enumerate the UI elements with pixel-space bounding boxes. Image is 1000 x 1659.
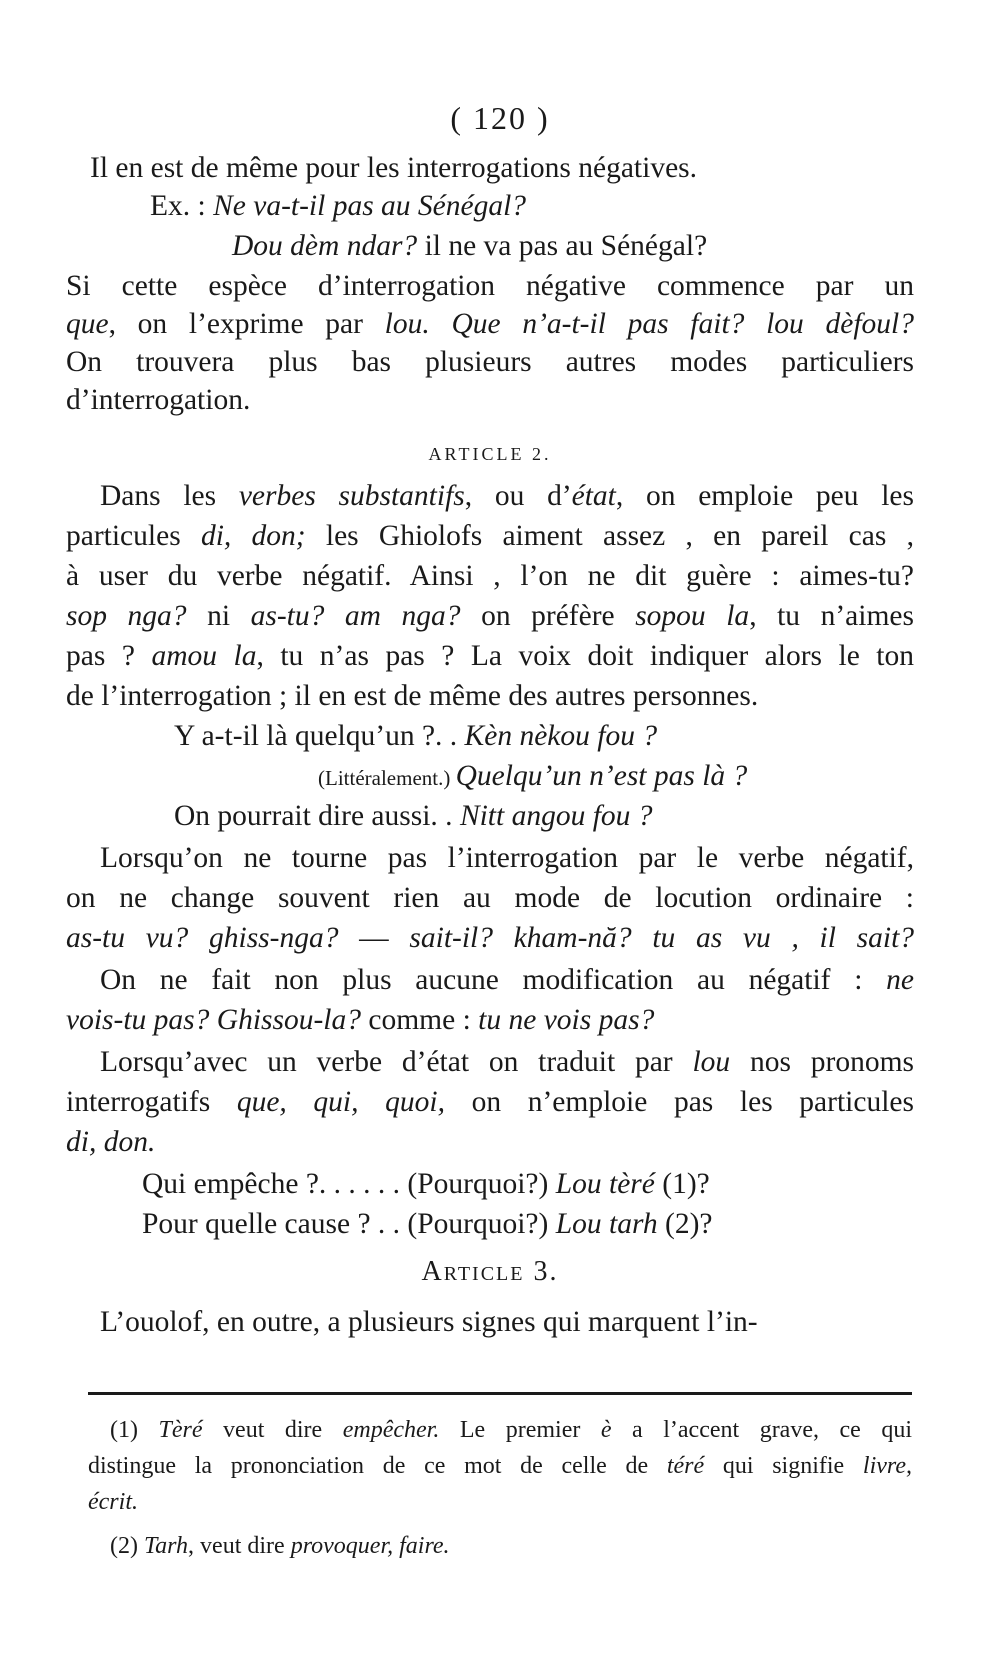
example-line [150,188,526,224]
example-line: On pourrait dire aussi. . Nitt angou fou ? [174,800,653,832]
text-line: Si cette espèce d’interrogation négative commence par un [66,270,914,302]
text-line: on ne change souvent rien au mode de locution ordinaire : [66,882,914,914]
example-line: Y a-t-il là quelqu’un ?. . Kèn nèkou fou ? [174,720,658,752]
page-number: ( 120 ) [450,100,550,136]
footnote-line: (1) Tèré veut dire empêcher. Le premier è a l’accent grave, ce qui [110,1417,913,1443]
text-line: d’interrogation. [66,384,251,416]
french-translation: il ne va pas au Sénégal? [417,230,708,262]
text-line: Il en est de même pour les interrogations négatives. [90,152,698,184]
text-line: Lorsqu’on ne tourne pas l’interrogation par le verbe négatif, [100,842,914,874]
text-line: On trouvera plus bas plusieurs autres modes particuliers [66,346,914,378]
text-line: Dans les verbes substantifs, ou d’état, on emploie peu les [100,480,915,512]
wolof-example: Ne va-t-il pas au Sénégal? [213,190,527,222]
article-heading: ARTICLE 2. [428,444,552,464]
example-line: Pour quelle cause ? . . (Pourquoi?) Lou tarh (2)? [142,1208,713,1240]
text-line: vois-tu pas? Ghissou-la? comme : tu ne vois pas? [66,1004,655,1036]
text-line: interrogatifs que, qui, quoi, on n’emploie pas les particules [66,1086,914,1118]
footnote-line: (2) Tarh, veut dire provoquer, faire. [110,1533,450,1559]
text-line: as-tu vu? ghiss-nga? — sait-il? kham-nă? tu as vu , il sait? [66,922,915,954]
footnote-line: écrit. [88,1489,138,1515]
literal-label: (Littéralement.) [318,766,456,790]
example-line: (Littéralement.) Quelqu’un n’est pas là ? [318,760,748,792]
footnote-line: distingue la prononciation de ce mot de celle de téré qui signifie livre, [88,1453,912,1479]
text-line: sop nga? ni as-tu? am nga? on préfère sopou la, tu n’aimes [66,600,914,632]
article-heading: Article 3. [421,1256,559,1287]
example-line: Qui empêche ?. . . . . . (Pourquoi?) Lou tèré (1)? [142,1168,710,1200]
text-line: de l’interrogation ; il en est de même des autres personnes. [66,680,759,712]
text-line: L’ouolof, en outre, a plusieurs signes qui marquent l’in- [100,1306,758,1338]
text-line: On ne fait non plus aucune modification au négatif : ne [100,964,914,996]
text-line: pas ? amou la, tu n’as pas ? La voix doit indiquer alors le ton [66,640,915,672]
text-line: que, on l’exprime par lou. Que n’a-t-il pas fait? lou dèfoul? [66,308,914,340]
text-line: di, don. [66,1126,156,1158]
text-line: à user du verbe négatif. Ainsi , l’on ne dit guère : aimes-tu? [66,560,914,592]
example-line [232,228,707,264]
example-label: Ex. : [150,190,214,222]
text-line: Lorsqu’avec un verbe d’état on traduit par lou nos pronoms [100,1046,915,1078]
footnote-separator [88,1392,912,1395]
wolof-example: Dou dèm ndar? [232,230,418,262]
text-line: particules di, don; les Ghiolofs aiment assez , en pareil cas , [66,520,914,552]
